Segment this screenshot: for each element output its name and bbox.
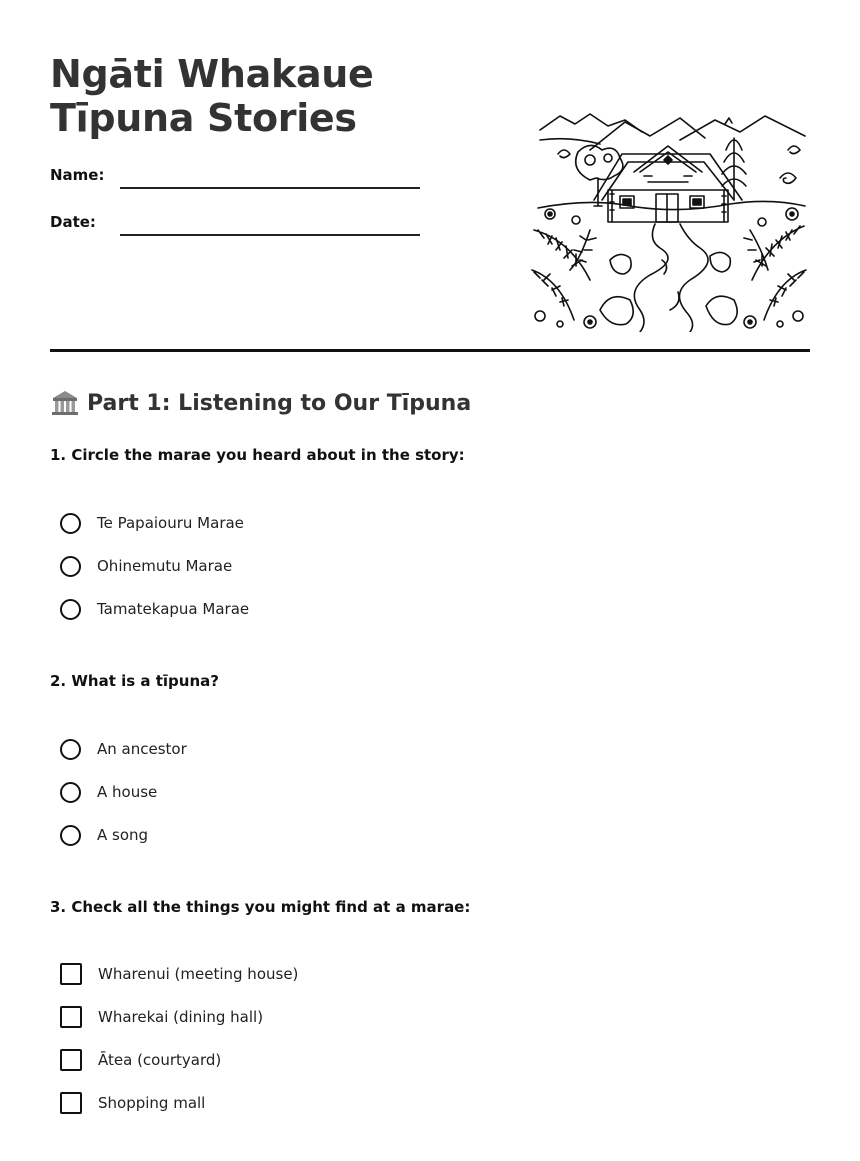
option-label: An ancestor <box>97 740 187 758</box>
option-label: Wharekai (dining hall) <box>98 1008 264 1026</box>
option-label: Ohinemutu Marae <box>97 557 233 575</box>
page-title: Ngāti Whakaue Tīpuna Stories <box>50 52 374 140</box>
radio-button[interactable] <box>60 513 81 534</box>
q1-option-1[interactable] <box>60 510 244 536</box>
date-label: Date: <box>50 213 96 231</box>
radio-button[interactable] <box>60 782 81 803</box>
question-3: 3. Check all the things you might find at a marae: <box>50 898 471 916</box>
checkbox[interactable] <box>60 1092 82 1114</box>
option-label: Wharenui (meeting house) <box>98 965 299 983</box>
section-title-part-1 <box>50 388 471 418</box>
radio-button[interactable] <box>60 599 81 620</box>
q2-option-2[interactable] <box>60 779 157 805</box>
marae-landscape-illustration <box>530 110 808 332</box>
q2-option-3[interactable] <box>60 822 148 848</box>
q3-option-2[interactable] <box>60 1004 263 1030</box>
q3-option-1[interactable] <box>60 961 298 987</box>
option-label: Tamatekapua Marae <box>97 600 250 618</box>
option-label: A song <box>97 826 149 844</box>
radio-button[interactable] <box>60 739 81 760</box>
question-2: 2. What is a tīpuna? <box>50 672 219 690</box>
date-field[interactable] <box>120 234 420 236</box>
q2-option-1[interactable] <box>60 736 187 762</box>
q3-option-4[interactable] <box>60 1090 205 1116</box>
radio-button[interactable] <box>60 556 81 577</box>
q3-option-3[interactable] <box>60 1047 221 1073</box>
q1-option-3[interactable] <box>60 596 249 622</box>
checkbox[interactable] <box>60 1049 82 1071</box>
name-field[interactable] <box>120 187 420 189</box>
radio-button[interactable] <box>60 825 81 846</box>
section-title-text: Part 1: Listening to Our Tīpuna <box>87 390 472 416</box>
option-label: A house <box>97 783 158 801</box>
checkbox[interactable] <box>60 963 82 985</box>
q1-option-2[interactable] <box>60 553 232 579</box>
classical-building-icon <box>50 388 80 418</box>
option-label: Shopping mall <box>98 1094 206 1112</box>
question-1: 1. Circle the marae you heard about in the story: <box>50 446 465 464</box>
name-label: Name: <box>50 166 105 184</box>
checkbox[interactable] <box>60 1006 82 1028</box>
option-label: Ātea (courtyard) <box>98 1051 222 1069</box>
header-divider <box>50 349 810 352</box>
option-label: Te Papaiouru Marae <box>97 514 244 532</box>
